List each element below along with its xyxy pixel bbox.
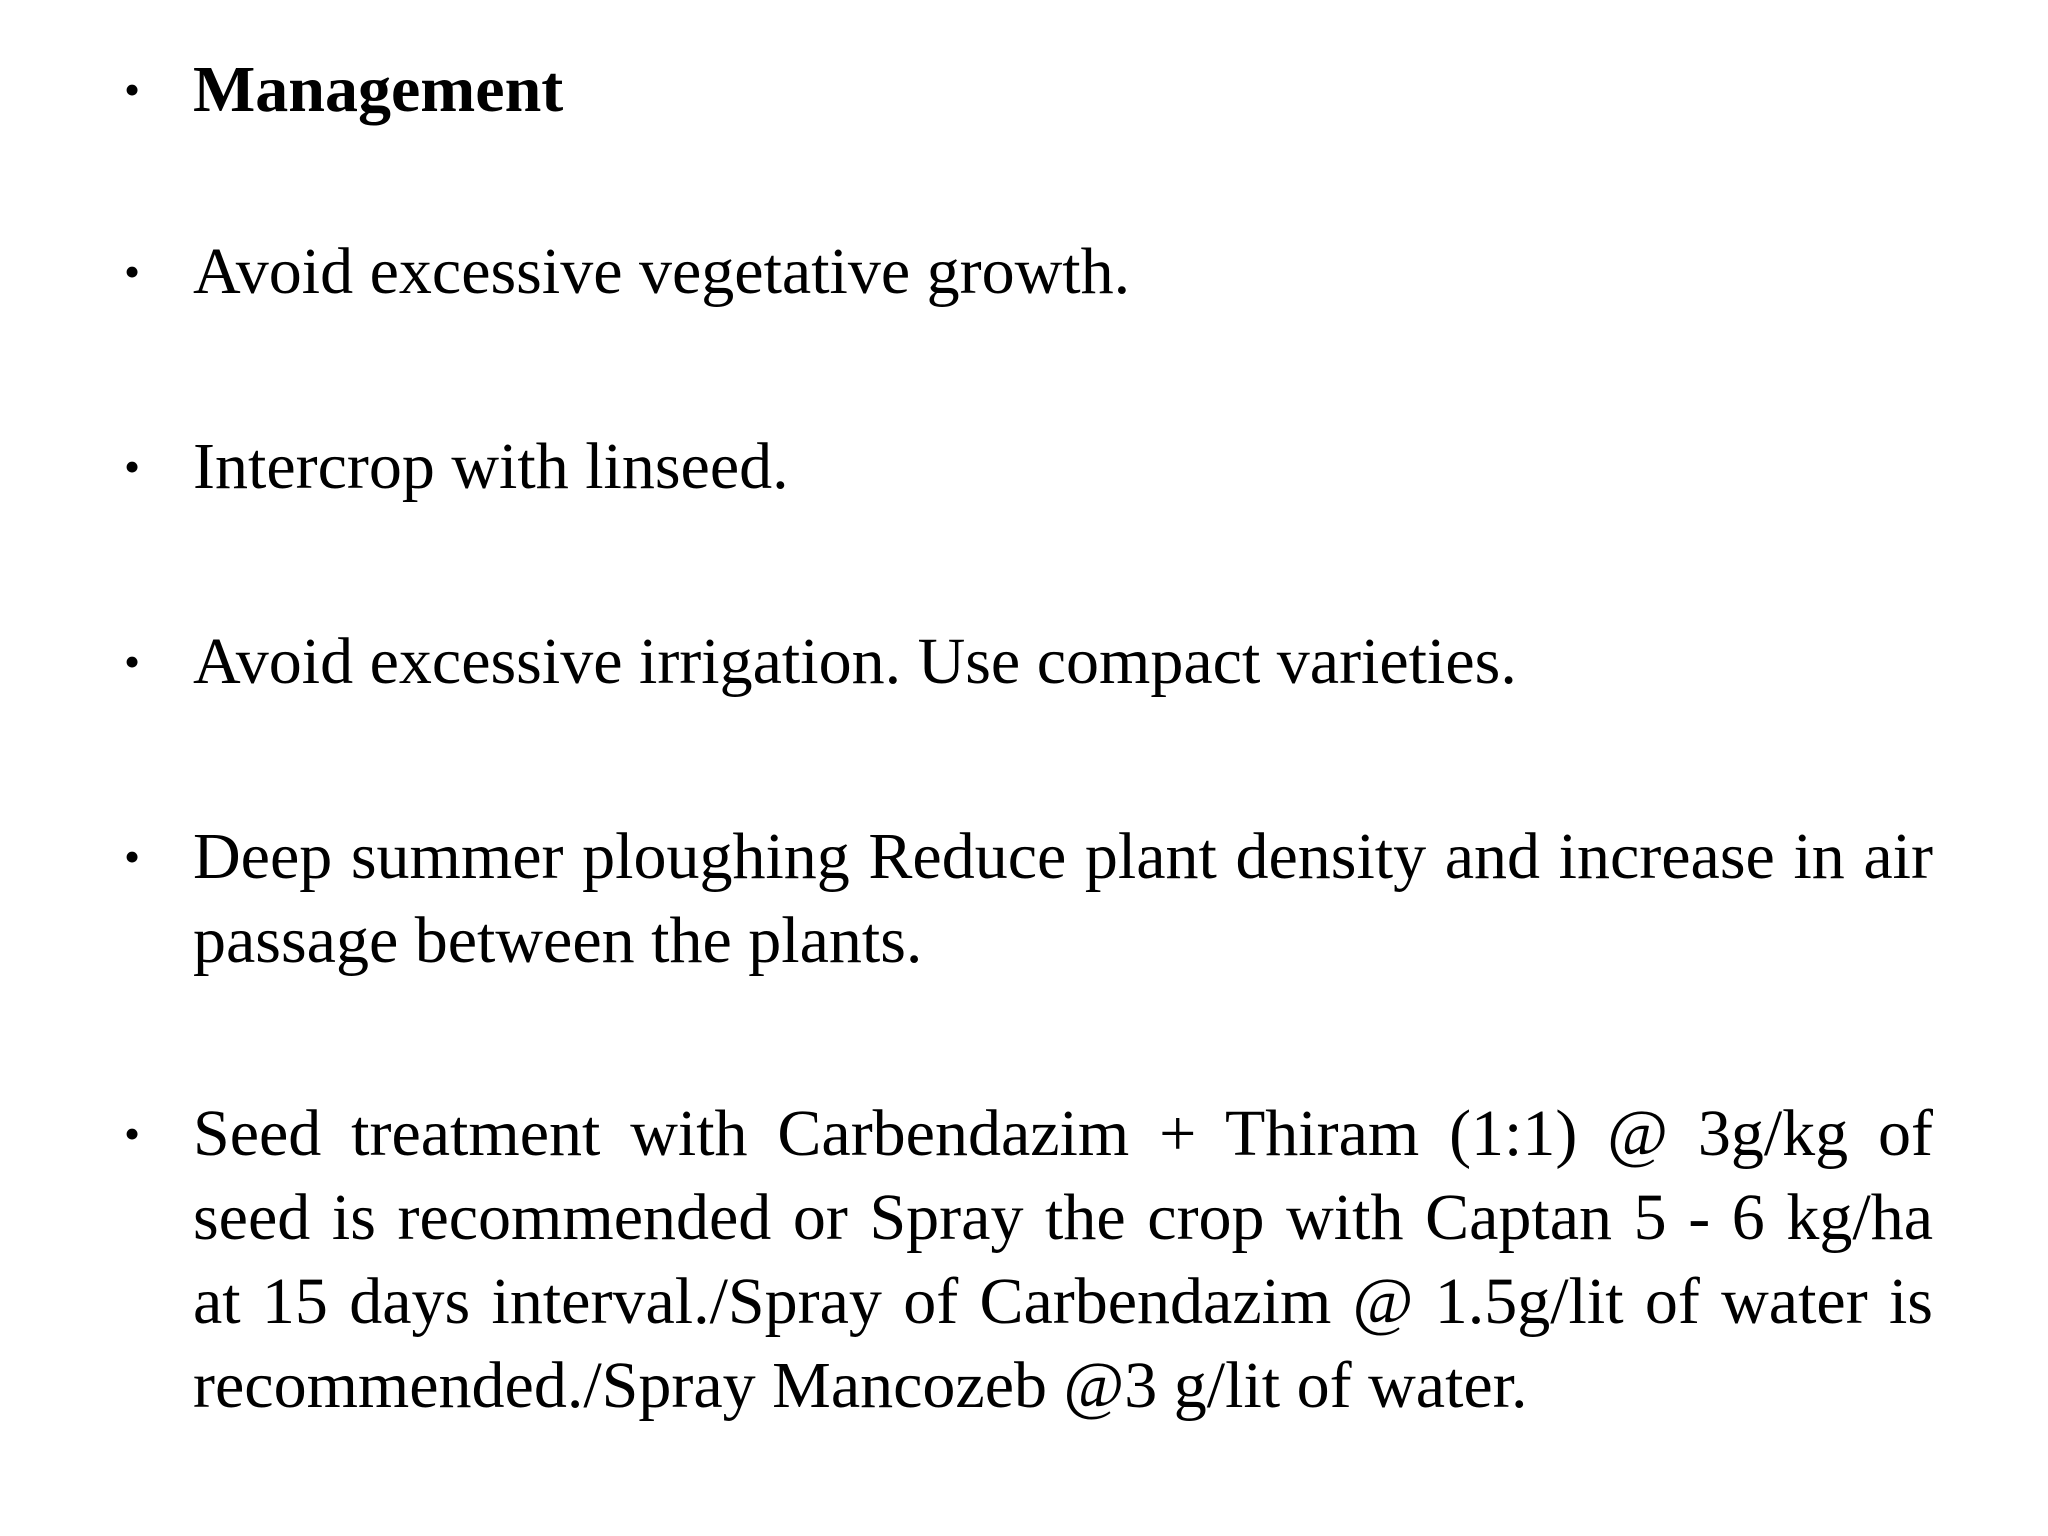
bullet-icon: • xyxy=(124,64,141,115)
bullet-text: Seed treatment with Carbendazim + Thiram (1:1) @ 3g/kg of seed is recommended or Spray the crop with Captan 5 - 6 kg/ha at 15 days interval./Spray of Carbendazim @ 1.5g/lit of water is recommended./Spray Mancozeb @3 g/lit of water. xyxy=(193,1097,1933,1422)
bullet-icon: • xyxy=(124,246,141,297)
bullet-icon: • xyxy=(124,1108,141,1159)
section-heading: Management xyxy=(193,53,564,126)
bullet-icon: • xyxy=(124,831,141,882)
bullet-text: Deep summer ploughing Reduce plant density and increase in air passage between the plants. xyxy=(193,820,1933,977)
bullet-icon: • xyxy=(124,636,141,687)
bullet-icon: • xyxy=(124,441,141,492)
bullet-text: Intercrop with linseed. xyxy=(193,430,789,503)
bullet-text: Avoid excessive irrigation. Use compact varieties. xyxy=(193,625,1517,698)
bullet-text: Avoid excessive vegetative growth. xyxy=(193,235,1131,308)
